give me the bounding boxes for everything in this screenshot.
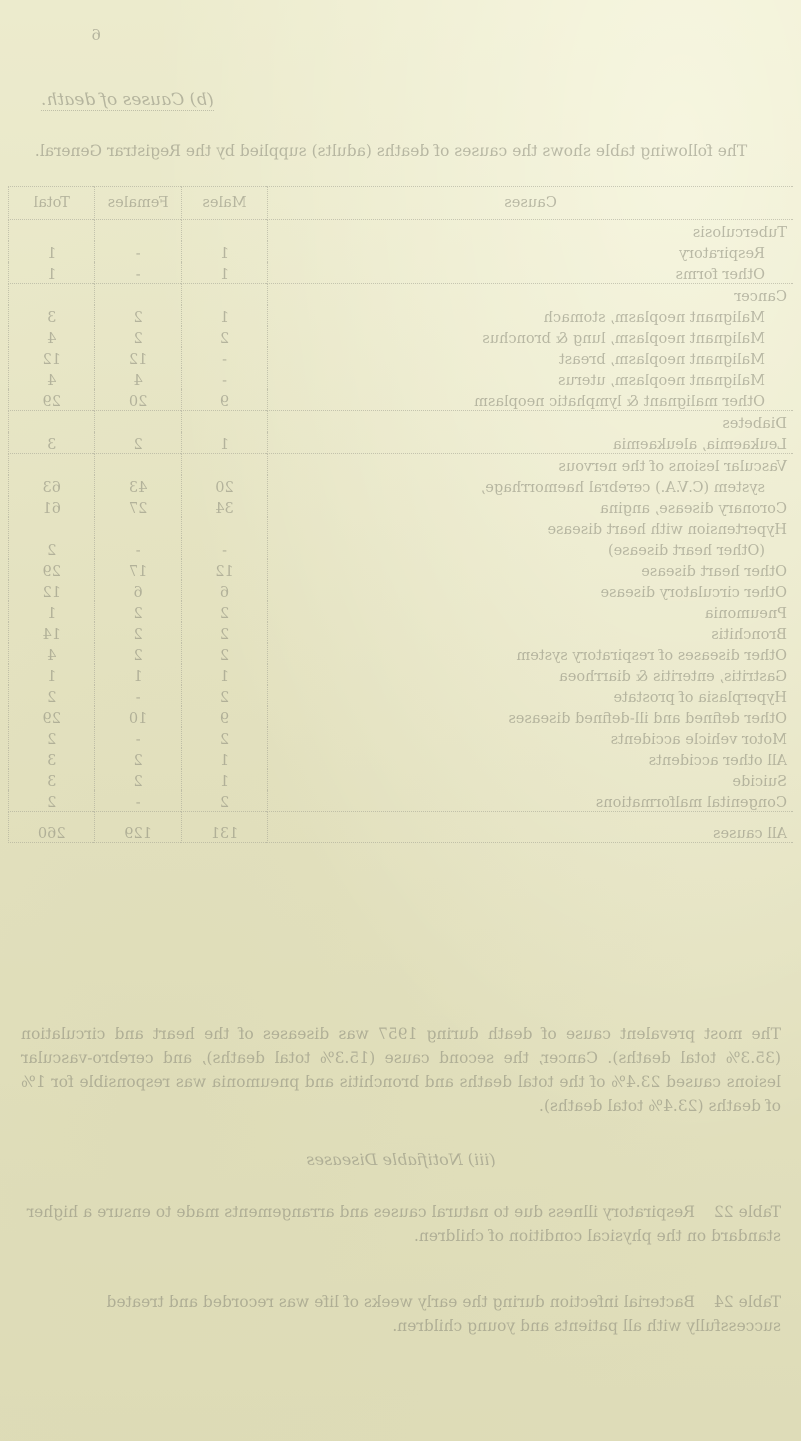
empty-cell [9, 220, 95, 242]
males-cell: 1 [181, 241, 267, 262]
females-cell: 2 [95, 601, 181, 622]
females-cell: 2 [95, 326, 181, 347]
females-cell: 2 [95, 748, 181, 769]
cause-cell: Other heart disease [268, 559, 793, 580]
females-cell: 6 [95, 580, 181, 601]
table-row [9, 538, 794, 559]
paragraph-text: Respiratory illness due to natural causes and arrangements made to ensure a higher standard on the physical condition of children. [26, 1203, 781, 1245]
females-total: 129 [95, 812, 181, 843]
total-cell: 4 [9, 368, 95, 389]
males-cell [181, 517, 267, 538]
table-row [9, 326, 794, 347]
section-heading-text: (b) Causes of death. [41, 90, 214, 110]
total-cell: 2 [9, 790, 95, 812]
cause-cell: Hyperplasia of prostate [268, 685, 793, 706]
empty-cell [9, 411, 95, 433]
males-cell: 1 [181, 262, 267, 284]
males-cell: 1 [181, 664, 267, 685]
females-cell [95, 517, 181, 538]
males-cell: 9 [181, 389, 267, 411]
table-row [9, 748, 794, 769]
table-row [9, 347, 794, 368]
table-total-row [9, 812, 794, 843]
females-cell: - [95, 685, 181, 706]
group-label: Diabetes [268, 411, 793, 433]
table-row [9, 262, 794, 284]
table-header-row [9, 187, 794, 220]
cause-cell: Suicide [268, 769, 793, 790]
cause-cell: Bronchitis [268, 622, 793, 643]
cause-cell: Malignant neoplasm, stomach [268, 305, 793, 326]
females-cell: 43 [95, 475, 181, 496]
subsection-heading: (iii) Notifiable Diseases [306, 1150, 496, 1169]
grand-total: 260 [9, 812, 95, 843]
cause-cell: Hypertension with heart disease [268, 517, 793, 538]
total-cell: 12 [9, 347, 95, 368]
males-cell: 1 [181, 432, 267, 454]
paragraph-table-24 [21, 1290, 781, 1338]
empty-cell [95, 411, 181, 433]
paragraph-text: Bacterial infection during the early weeks of life was recorded and treated successfully with all patients and young children. [106, 1293, 781, 1335]
total-cell: 29 [9, 706, 95, 727]
table-row [9, 454, 794, 476]
females-cell: 4 [95, 368, 181, 389]
males-cell: 1 [181, 305, 267, 326]
table-row [9, 517, 794, 538]
males-cell: 2 [181, 727, 267, 748]
total-label: All causes [268, 812, 793, 843]
table-group-row [9, 411, 794, 433]
total-cell: 3 [9, 769, 95, 790]
females-cell: 2 [95, 432, 181, 454]
cause-cell: (Other heart disease) [268, 538, 793, 559]
table-row [9, 305, 794, 326]
table-row [9, 496, 794, 517]
table-caption: The following table shows the causes of deaths (adults) supplied by the Registrar General. [34, 142, 748, 160]
cause-cell: Malignant neoplasm, breast [268, 347, 793, 368]
empty-cell [181, 220, 267, 242]
total-cell: 3 [9, 432, 95, 454]
total-cell: 12 [9, 580, 95, 601]
column-header: Causes [268, 187, 793, 220]
females-cell: - [95, 538, 181, 559]
empty-cell [181, 411, 267, 433]
males-cell: 2 [181, 601, 267, 622]
females-cell: - [95, 241, 181, 262]
cause-cell: Congenital malformations [268, 790, 793, 812]
males-cell: - [181, 368, 267, 389]
males-cell: 20 [181, 475, 267, 496]
group-label: Cancer [268, 284, 793, 306]
cause-cell: All other accidents [268, 748, 793, 769]
cause-cell: Vascular lesions of the nervous [268, 454, 793, 476]
cause-cell: Malignant neoplasm, uterus [268, 368, 793, 389]
table-row [9, 368, 794, 389]
cause-cell: Gastritis, enteritis & diarrhoea [268, 664, 793, 685]
table-group-row [9, 220, 794, 242]
total-cell: 2 [9, 538, 95, 559]
table-row [9, 769, 794, 790]
group-label: Tuberculosis [268, 220, 793, 242]
cause-cell: Other defined and ill-defined diseases [268, 706, 793, 727]
total-cell: 1 [9, 664, 95, 685]
total-cell: 61 [9, 496, 95, 517]
column-header: Females [95, 187, 181, 220]
table-row [9, 432, 794, 454]
total-cell: 2 [9, 685, 95, 706]
table-row [9, 475, 794, 496]
total-cell: 3 [9, 748, 95, 769]
total-cell: 63 [9, 475, 95, 496]
total-cell: 1 [9, 601, 95, 622]
table-row [9, 664, 794, 685]
cause-cell: Other diseases of respiratory system [268, 643, 793, 664]
males-cell: 2 [181, 685, 267, 706]
section-heading [41, 90, 761, 110]
cause-cell: Respiratory [268, 241, 793, 262]
females-cell: 17 [95, 559, 181, 580]
empty-cell [95, 220, 181, 242]
females-cell: 1 [95, 664, 181, 685]
table-row [9, 643, 794, 664]
males-cell: - [181, 538, 267, 559]
females-cell: 20 [95, 389, 181, 411]
males-total: 131 [181, 812, 267, 843]
total-cell [9, 517, 95, 538]
females-cell: 2 [95, 622, 181, 643]
total-cell: 29 [9, 389, 95, 411]
table-row [9, 601, 794, 622]
column-header: Total [9, 187, 95, 220]
females-cell [95, 454, 181, 476]
males-cell: 9 [181, 706, 267, 727]
column-header: Males [181, 187, 267, 220]
total-cell: 14 [9, 622, 95, 643]
cause-cell: Pneumonia [268, 601, 793, 622]
males-cell: 2 [181, 622, 267, 643]
paragraph-table-22 [21, 1200, 781, 1248]
males-cell: 12 [181, 559, 267, 580]
table-row [9, 622, 794, 643]
table-row [9, 727, 794, 748]
total-cell: 4 [9, 326, 95, 347]
cause-cell: system (C.V.A.) cerebral haemorrhage, [268, 475, 793, 496]
females-cell: 10 [95, 706, 181, 727]
empty-cell [95, 284, 181, 306]
empty-cell [181, 284, 267, 306]
total-cell: 4 [9, 643, 95, 664]
table-row [9, 389, 794, 411]
table-row [9, 685, 794, 706]
table-row [9, 580, 794, 601]
females-cell: - [95, 727, 181, 748]
cause-cell: Other malignant & lymphatic neoplasm [268, 389, 793, 411]
table-row [9, 241, 794, 262]
table-body [9, 220, 794, 843]
cause-cell: Leukaemia, aleukaemia [268, 432, 793, 454]
cause-cell: Motor vehicle accidents [268, 727, 793, 748]
males-cell: 6 [181, 580, 267, 601]
males-cell: 1 [181, 769, 267, 790]
females-cell: - [95, 262, 181, 284]
table-row [9, 706, 794, 727]
empty-cell [9, 284, 95, 306]
males-cell: 2 [181, 643, 267, 664]
total-cell: 1 [9, 262, 95, 284]
males-cell: 1 [181, 748, 267, 769]
page-number: 6 [91, 26, 101, 44]
total-cell: 29 [9, 559, 95, 580]
cause-cell: Other circulatory disease [268, 580, 793, 601]
males-cell: 2 [181, 326, 267, 347]
total-cell [9, 454, 95, 476]
table-group-row [9, 284, 794, 306]
males-cell [181, 454, 267, 476]
females-cell: 27 [95, 496, 181, 517]
total-cell: 2 [9, 727, 95, 748]
females-cell: 12 [95, 347, 181, 368]
cause-cell: Coronary disease, angina [268, 496, 793, 517]
males-cell: - [181, 347, 267, 368]
females-cell: 2 [95, 643, 181, 664]
table-row [9, 559, 794, 580]
table-row [9, 790, 794, 812]
total-cell: 1 [9, 241, 95, 262]
cause-cell: Other forms [268, 262, 793, 284]
paragraph-label: Table 24 [713, 1293, 781, 1311]
total-cell: 3 [9, 305, 95, 326]
males-cell: 34 [181, 496, 267, 517]
table-note: The most prevalent cause of death during 1957 was diseases of the heart and circulation (35.3% total deaths). Cancer, the second cause (15.3% total deaths), and cerebro-vascular lesions caused 23.4% of the total deaths and bronchitis and pneumonia was responsible for 1% of deaths (23.4% total deaths). [21, 1025, 781, 1115]
paragraph-label: Table 22 [713, 1203, 781, 1221]
females-cell: 2 [95, 305, 181, 326]
cause-cell: Malignant neoplasm, lung & bronchus [268, 326, 793, 347]
males-cell: 2 [181, 790, 267, 812]
females-cell: 2 [95, 769, 181, 790]
females-cell: - [95, 790, 181, 812]
causes-of-death-table [8, 186, 793, 843]
